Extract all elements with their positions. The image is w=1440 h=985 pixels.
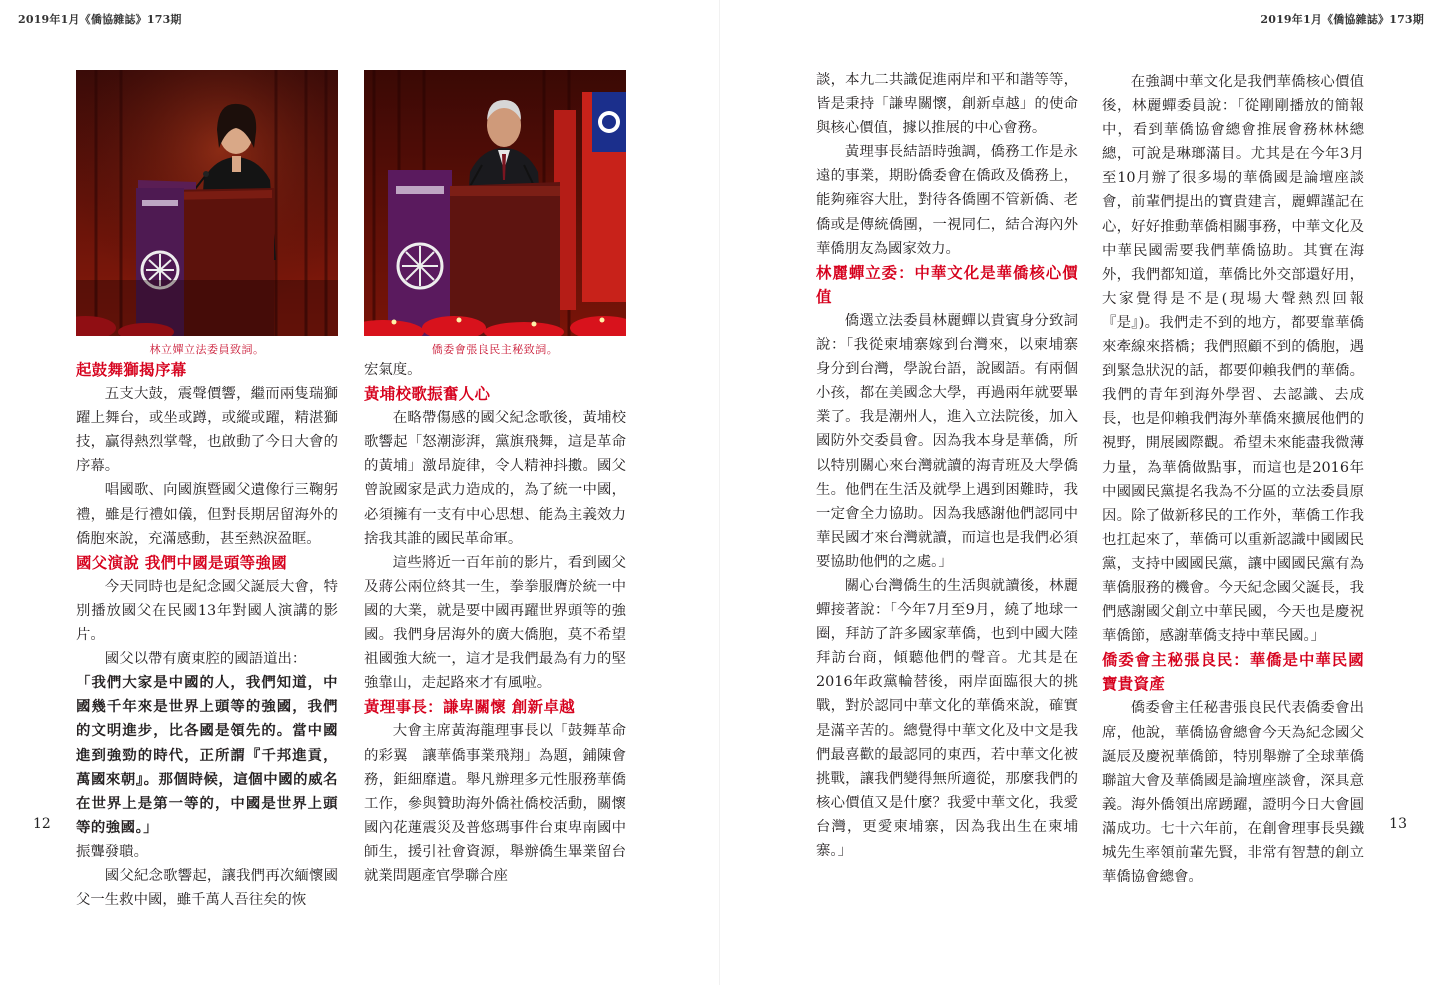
article-text-left-col1	[76, 358, 338, 912]
left-column-2	[364, 70, 626, 888]
running-head-left: 2019年1月《僑協雜誌》173期	[18, 13, 182, 26]
body-paragraph: 唱國歌、向國旗暨國父遺像行三鞠躬禮，雖是行禮如儀，但對長期居留海外的僑胞來說，充滿感動，甚至熱淚盈眶。	[76, 482, 338, 547]
body-paragraph: 僑選立法委員林麗蟬以貴賓身分致詞說：「我從柬埔寨嫁到台灣來，以柬埔寨身分到台灣，學說台語，說國語。有兩個小孩，都在美國念大學，再過兩年就要畢業了。我是潮州人，進入立法院後，加入國防外交委員會。因為我本身是華僑，所以特別關心來台灣就讀的海青班及大學僑生。他們在生活及就學上遇到困難時，我一定會全力協助。因為我感謝他們認同中華民國才來台灣就讀，而這也是我們必須要協助他們的之處。」	[816, 312, 1078, 570]
right-column-2	[1102, 70, 1364, 889]
body-paragraph: 大會主席黃海龍理事長以「鼓舞革命的彩翼 讓華僑事業飛翔」為題，鋪陳會務，鉅細靡遺。舉凡辦理多元性服務華僑工作，參與贊助海外僑社僑校活動，關懷國內花蓮震災及普悠瑪事件台東卑南國中師生，援引社會資源，舉辦僑生畢業留台就業問題產官學聯合座	[364, 723, 626, 884]
right-page	[720, 0, 1440, 985]
photo-caption-1: 林立嬋立法委員致詞。	[149, 343, 265, 356]
body-paragraph: 僑委會主任秘書張良民代表僑委會出席，他說，華僑協會總會今天為紀念國父誕辰及慶祝華僑節，特別舉辦了全球華僑聯誼大會及華僑國是論壇座談會，深具意義。海外僑領出席踴躍，證明今日大會圓滿成功。七十六年前，在創會理事長吳鐵城先生率領前輩先賢，非常有智慧的創立華僑協會總會。	[1102, 700, 1364, 886]
body-paragraph: 振聾發聵。	[76, 843, 148, 860]
quotation-paragraph: 「我們大家是中國的人，我們知道，中國幾千年來是世界上頭等的強國，我們的文明進步，比各國是領先的。當中國進到強勁的時代，正所謂『千邦進貢，萬國來朝』。那個時候，這個中國的威名在世界上是第一等的，中國是世界上頭等的強國。」	[76, 674, 338, 836]
photo-caption-2: 僑委會張良民主秘致詞。	[431, 343, 559, 356]
speaker-photo-2	[364, 70, 626, 336]
section-heading: 國父演說 我們中國是頭等強國	[76, 553, 288, 572]
body-paragraph: 黃理事長結語時強調，僑務工作是永遠的事業，期盼僑委會在僑政及僑務上，能夠雍容大肚，對待各僑團不管新僑、老僑或是傳統僑團，一視同仁，結合海內外華僑朋友為國家效力。	[816, 144, 1078, 257]
body-paragraph: 國父紀念歌響起，讓我們再次緬懷國父一生救中國，雖千萬人吾往矣的恢	[76, 867, 338, 909]
article-text-left-col2	[364, 358, 626, 888]
photo-lin-speech	[76, 70, 338, 336]
body-paragraph: 這些將近一百年前的影片，看到國父及蔣公兩位終其一生，拳拳服膺於統一中國的大業，就是要中國再躍世界頭等的強國。我們身居海外的廣大僑胞，莫不希望祖國強大統一，這才是我們最為有力的堅強靠山，走起路來才有風啦。	[364, 554, 626, 692]
section-heading: 起鼓舞獅揭序幕	[76, 361, 187, 379]
right-column-1	[816, 68, 1078, 863]
left-column-1	[76, 70, 338, 912]
body-paragraph: 宏氣度。	[364, 362, 422, 378]
body-paragraph: 五支大鼓，震聲價響，繼而兩隻瑞獅躍上舞台，或坐或蹲，或縱或躍，精湛獅技，贏得熱烈掌聲，也啟動了今日大會的序幕。	[76, 386, 338, 475]
section-heading: 林麗蟬立委：中華文化是華僑核心價值	[816, 263, 1078, 306]
body-paragraph: 關心台灣僑生的生活與就讀後，林麗蟬接著說：「今年7月至9月，繞了地球一圈，拜訪了許多國家華僑，也到中國大陸拜訪台商，傾聽他們的聲音。尤其是在2016年政黨輪替後，兩岸面臨很大的挑戰，對於認同中華文化的華僑來說，確實是滿辛苦的。總覺得中華文化及中文是我們最喜歡的最認同的東西，若中華文化被挑戰，讓我們變得無所適從，那麼我們的核心價值又是什麼？我愛中華文化，我愛台灣，更愛柬埔寨，因為我出生在柬埔寨。」	[816, 577, 1078, 859]
article-text-right-col1	[816, 68, 1078, 863]
body-paragraph: 國父以帶有廣東腔的國語道出：	[104, 651, 307, 668]
speaker-photo-1	[76, 70, 338, 336]
body-paragraph: 談，本九二共識促進兩岸和平和諧等等，皆是秉持「謙卑關懷，創新卓越」的使命與核心價值，據以推展的中心會務。	[816, 72, 1078, 137]
body-paragraph: 今天同時也是紀念國父誕辰大會，特別播放國父在民國13年對國人演講的影片。	[76, 578, 338, 644]
section-heading: 黃理事長：謙卑關懷 創新卓越	[364, 698, 576, 717]
page-number-right: 13	[1389, 816, 1407, 832]
body-paragraph: 在略帶傷感的國父紀念歌後，黃埔校歌響起「怒潮澎湃，黨旗飛舞，這是革命的黃埔」激昂旋律，令人精神抖擻。國父曾說國家是武力造成的，為了統一中國，必須擁有一支有中心思想、能為主義效力捨我其誰的國民革命軍。	[364, 410, 626, 547]
article-text-right-col2	[1102, 70, 1364, 889]
page-number-left: 12	[33, 816, 51, 832]
section-heading: 黃埔校歌振奮人心	[364, 385, 491, 404]
body-paragraph: 在強調中華文化是我們華僑核心價值後，林麗蟬委員說：「從剛剛播放的簡報中，看到華僑協會總會推展會務林林總總，可說是琳瑯滿目。尤其是在今年3月至10月辦了很多場的華僑國是論壇座談會，前輩們提出的寶貴建言，麗蟬謹記在心，好好推動華僑相關事務，中華文化及中華民國需要我們華僑協助。其實在海外，我們都知道，華僑比外交部還好用，大家覺得是不是(現場大聲熱烈回報『是』)。我們走不到的地方，都要靠華僑來牽線來搭橋；我們照顧不到的僑胞，遇到緊急狀況的話，都要仰賴我們的華僑。我們的青年到海外學習、去認識、去成長，也是仰賴我們海外華僑來擴展他們的視野，開展國際觀。希望未來能盡我微薄力量，為華僑做點事，而這也是2016年中國國民黨提名我為不分區的立法委員原因。除了做新移民的工作外，華僑工作我也扛起來了，華僑可以重新認識中國國民黨，支持中國國民黨，讓中國國民黨有為華僑服務的機會。今天紀念國父誕長，我們感謝國父創立中華民國，今天也是慶祝華僑節，感謝華僑支持中華民國。」	[1102, 74, 1364, 645]
photo-zhang-speech	[364, 70, 626, 336]
section-heading: 僑委會主秘張良民：華僑是中華民國寶貴資產	[1102, 651, 1364, 694]
running-head-right: 2019年1月《僑協雜誌》173期	[1260, 13, 1424, 26]
